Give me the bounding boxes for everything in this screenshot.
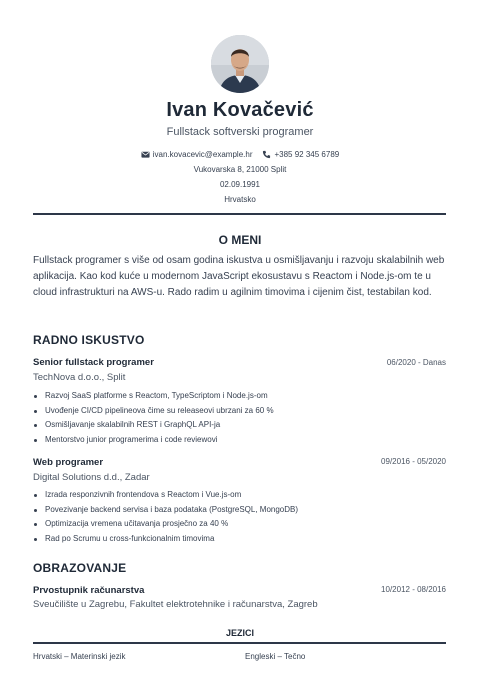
- job-title: Senior fullstack programer: [33, 357, 154, 368]
- job-date: 06/2020 - Danas: [386, 358, 446, 367]
- languages-divider: [33, 642, 446, 644]
- list-item: Optimizacija vremena učitavanja prosječno za 40 %: [33, 517, 443, 532]
- list-item: Rad po Scrumu u cross-funkcionalnim timovima: [33, 532, 443, 547]
- school-name: Sveučilište u Zagrebu, Fakultet elektrotehnike i računarstva, Zagreb: [33, 599, 318, 610]
- degree-title: Prvostupnik računarstva: [33, 585, 145, 596]
- list-item: Osmišljavanje skalabilnih REST i GraphQL API-ja: [33, 418, 443, 433]
- job-bullets: [33, 488, 443, 546]
- education-heading: OBRAZOVANJE: [33, 561, 127, 575]
- birth-date: 02.09.1991: [219, 180, 261, 189]
- language-item: Engleski – Tečno: [245, 652, 306, 661]
- nationality: Hrvatsko: [224, 195, 256, 204]
- about-text: Fullstack programer s više od osam godina iskustva u osmišljavanju i razvoju skalabilnih web aplikacija. Kao kod kuće u modernom JavaScript ekosustavu s Reactom i Node.js-om te u cloud infrastrukturi na AWS-u. Rado radim u agilnim timovima i cijenim čist, testabilan kod.: [33, 255, 445, 298]
- languages-heading: JEZICI: [225, 628, 254, 638]
- job-bullets: [33, 389, 443, 447]
- email-contact[interactable]: [141, 150, 253, 159]
- phone-icon: [262, 150, 271, 159]
- contact-row: [0, 150, 480, 159]
- about-heading: O MENI: [218, 233, 262, 247]
- education-date: 10/2012 - 08/2016: [381, 585, 446, 594]
- list-item: Povezivanje backend servisa i baza podataka (PostgreSQL, MongoDB): [33, 503, 443, 518]
- language-item: Hrvatski – Materinski jezik: [33, 652, 126, 661]
- job-company: Digital Solutions d.d., Zadar: [33, 472, 150, 483]
- list-item: Uvođenje CI/CD pipelineova čime su releaseovi ubrzani za 60 %: [33, 404, 443, 419]
- job-date: 09/2016 - 05/2020: [381, 457, 446, 466]
- job-title-subtitle: Fullstack softverski programer: [166, 126, 314, 138]
- job-company: TechNova d.o.o., Split: [33, 372, 126, 383]
- phone-contact[interactable]: [262, 150, 339, 159]
- address: Vukovarska 8, 21000 Split: [193, 165, 287, 174]
- experience-heading: RADNO ISKUSTVO: [33, 333, 145, 347]
- list-item: Razvoj SaaS platforme s Reactom, TypeScriptom i Node.js-om: [33, 389, 443, 404]
- envelope-icon: [141, 150, 150, 159]
- profile-photo: [211, 35, 269, 93]
- phone-text: +385 92 345 6789: [274, 150, 340, 159]
- header-divider: [33, 213, 446, 215]
- person-name: Ivan Kovačević: [166, 99, 314, 121]
- list-item: Izrada responzivnih frontendova s Reactom i Vue.js-om: [33, 488, 443, 503]
- email-text: ivan.kovacevic@example.hr: [152, 150, 253, 159]
- job-title: Web programer: [33, 457, 104, 468]
- list-item: Mentorstvo junior programerima i code reviewovi: [33, 433, 443, 448]
